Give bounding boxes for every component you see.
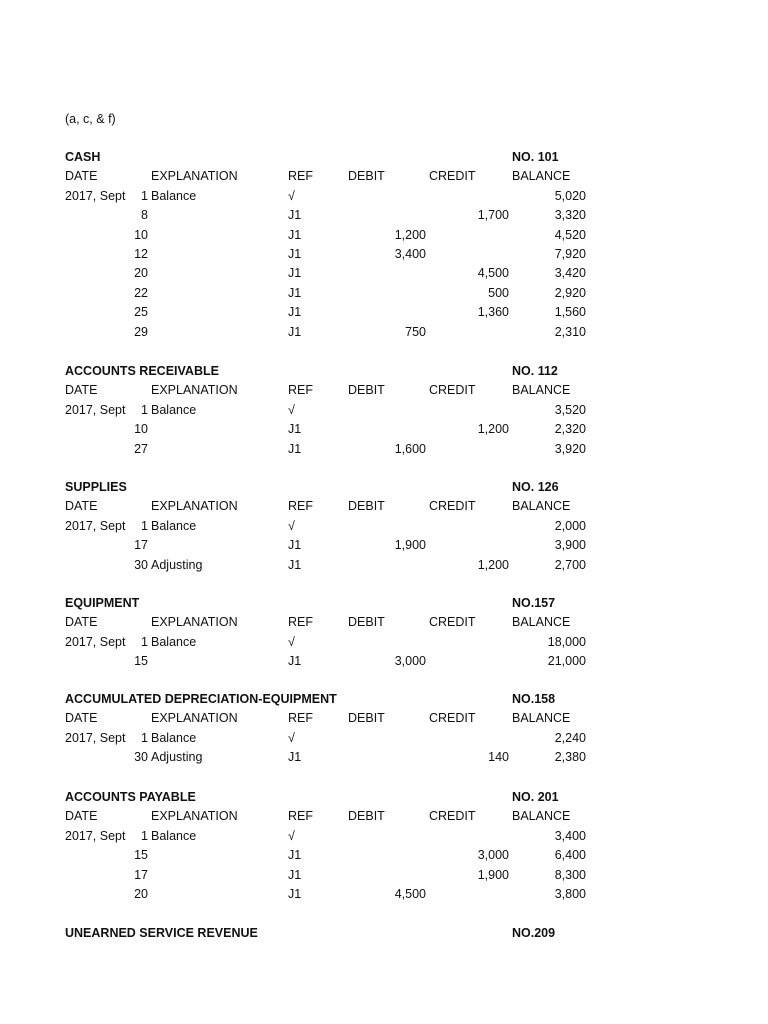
- ledger-row: [0, 517, 768, 536]
- explanation-header: EXPLANATION: [151, 169, 238, 184]
- account-title-row: [0, 924, 768, 943]
- explanation-header: EXPLANATION: [151, 383, 238, 398]
- day-cell: 1: [141, 634, 148, 649]
- day-cell: 10: [134, 422, 148, 437]
- day-cell: 1: [141, 518, 148, 533]
- account-title-row: [0, 362, 768, 381]
- ref-cell: J1: [288, 285, 302, 300]
- date-cell: 2017, Sept: [65, 730, 126, 745]
- ref-cell: J1: [288, 750, 302, 765]
- credit-cell: 1,900: [477, 867, 509, 882]
- balance-cell: 21,000: [547, 654, 586, 669]
- balance-cell: 2,920: [554, 285, 586, 300]
- explanation-header: EXPLANATION: [151, 711, 238, 726]
- explanation-cell: Adjusting: [151, 557, 203, 572]
- date-cell: 2017, Sept: [65, 402, 126, 417]
- account-number: NO.158: [512, 692, 556, 706]
- balance-cell: 2,380: [554, 750, 586, 765]
- credit-header: CREDIT: [429, 711, 476, 726]
- credit-cell: 1,200: [477, 422, 509, 437]
- ledger-row: [0, 827, 768, 846]
- balance-cell: 4,520: [554, 227, 586, 242]
- ledger-account: [0, 924, 768, 943]
- column-header-row: [0, 709, 768, 728]
- account-number: NO. 101: [512, 150, 559, 164]
- ledger-row: [0, 866, 768, 885]
- credit-header: CREDIT: [429, 615, 476, 630]
- ref-header: REF: [288, 169, 313, 184]
- debit-header: DEBIT: [348, 383, 385, 398]
- balance-header: BALANCE: [512, 711, 571, 726]
- debit-header: DEBIT: [348, 615, 385, 630]
- date-header: DATE: [65, 711, 98, 726]
- ref-cell: √: [288, 188, 295, 203]
- ref-header: REF: [288, 615, 313, 630]
- date-header: DATE: [65, 383, 98, 398]
- explanation-header: EXPLANATION: [151, 615, 238, 630]
- explanation-cell: Adjusting: [151, 750, 203, 765]
- ref-cell: √: [288, 402, 295, 417]
- ledger-row: [0, 187, 768, 206]
- credit-header: CREDIT: [429, 809, 476, 824]
- day-cell: 17: [134, 538, 148, 553]
- ledger-account: [0, 148, 768, 342]
- account-number: NO. 201: [512, 790, 559, 804]
- ledger-row: [0, 401, 768, 420]
- explanation-cell: Balance: [151, 402, 197, 417]
- credit-cell: 3,000: [477, 848, 509, 863]
- balance-cell: 6,400: [554, 848, 586, 863]
- day-cell: 30: [134, 750, 148, 765]
- debit-cell: 1,200: [394, 227, 426, 242]
- ledger-row: [0, 536, 768, 555]
- ledger-account: [0, 690, 768, 768]
- ref-cell: J1: [288, 441, 302, 456]
- balance-cell: 3,920: [554, 441, 586, 456]
- credit-cell: 4,500: [477, 266, 509, 281]
- date-cell: 2017, Sept: [65, 518, 126, 533]
- ledger-row: [0, 264, 768, 283]
- ledger-row: [0, 440, 768, 459]
- balance-header: BALANCE: [512, 615, 571, 630]
- account-title-row: [0, 478, 768, 497]
- ref-cell: J1: [288, 654, 302, 669]
- ledger-row: [0, 420, 768, 439]
- account-title-row: [0, 788, 768, 807]
- credit-cell: 1,200: [477, 557, 509, 572]
- account-title: EQUIPMENT: [65, 596, 140, 610]
- day-cell: 1: [141, 402, 148, 417]
- ledger-row: [0, 323, 768, 342]
- account-title: ACCUMULATED DEPRECIATION-EQUIPMENT: [65, 692, 337, 706]
- ref-cell: J1: [288, 886, 302, 901]
- date-cell: 2017, Sept: [65, 828, 126, 843]
- column-header-row: [0, 497, 768, 516]
- ledger-account: [0, 478, 768, 575]
- day-cell: 20: [134, 266, 148, 281]
- balance-header: BALANCE: [512, 169, 571, 184]
- debit-header: DEBIT: [348, 711, 385, 726]
- explanation-cell: Balance: [151, 634, 197, 649]
- day-cell: 15: [134, 654, 148, 669]
- ledger-account: [0, 362, 768, 459]
- ledger-row: [0, 748, 768, 767]
- balance-cell: 2,700: [554, 557, 586, 572]
- day-cell: 20: [134, 886, 148, 901]
- debit-cell: 1,900: [394, 538, 426, 553]
- ref-header: REF: [288, 809, 313, 824]
- account-number: NO.157: [512, 596, 556, 610]
- explanation-header: EXPLANATION: [151, 499, 238, 514]
- ledger-row: [0, 284, 768, 303]
- credit-cell: 140: [488, 750, 509, 765]
- explanation-cell: Balance: [151, 518, 197, 533]
- balance-cell: 2,240: [554, 730, 586, 745]
- explanation-header: EXPLANATION: [151, 809, 238, 824]
- account-title: ACCOUNTS PAYABLE: [65, 790, 196, 804]
- balance-header: BALANCE: [512, 809, 571, 824]
- ref-cell: J1: [288, 538, 302, 553]
- debit-header: DEBIT: [348, 499, 385, 514]
- parts-label: (a, c, & f): [65, 112, 116, 126]
- ref-cell: J1: [288, 848, 302, 863]
- day-cell: 1: [141, 730, 148, 745]
- ledger-account: [0, 594, 768, 672]
- ledger-row: [0, 885, 768, 904]
- ref-cell: J1: [288, 266, 302, 281]
- day-cell: 29: [134, 324, 148, 339]
- account-title: CASH: [65, 150, 101, 164]
- date-cell: 2017, Sept: [65, 634, 126, 649]
- credit-cell: 1,360: [477, 305, 509, 320]
- balance-cell: 3,900: [554, 538, 586, 553]
- account-number: NO. 112: [512, 364, 558, 378]
- ref-cell: √: [288, 634, 295, 649]
- ref-header: REF: [288, 383, 313, 398]
- ref-cell: J1: [288, 305, 302, 320]
- date-header: DATE: [65, 809, 98, 824]
- day-cell: 15: [134, 848, 148, 863]
- credit-cell: 500: [488, 285, 509, 300]
- date-header: DATE: [65, 499, 98, 514]
- account-title: SUPPLIES: [65, 480, 127, 494]
- account-title-row: [0, 690, 768, 709]
- ref-cell: J1: [288, 867, 302, 882]
- explanation-cell: Balance: [151, 188, 197, 203]
- credit-header: CREDIT: [429, 169, 476, 184]
- debit-cell: 750: [405, 324, 426, 339]
- day-cell: 22: [134, 285, 148, 300]
- debit-header: DEBIT: [348, 169, 385, 184]
- ledger-account: [0, 788, 768, 904]
- ledger-row: [0, 245, 768, 264]
- credit-cell: 1,700: [477, 208, 509, 223]
- debit-header: DEBIT: [348, 809, 385, 824]
- debit-cell: 4,500: [394, 886, 426, 901]
- account-title: UNEARNED SERVICE REVENUE: [65, 926, 258, 940]
- day-cell: 25: [134, 305, 148, 320]
- ledger-row: [0, 729, 768, 748]
- ref-cell: √: [288, 518, 295, 533]
- day-cell: 17: [134, 867, 148, 882]
- column-header-row: [0, 613, 768, 632]
- day-cell: 27: [134, 441, 148, 456]
- credit-header: CREDIT: [429, 499, 476, 514]
- balance-cell: 2,320: [554, 422, 586, 437]
- debit-cell: 1,600: [394, 441, 426, 456]
- account-number: NO.209: [512, 926, 556, 940]
- balance-cell: 7,920: [554, 246, 586, 261]
- balance-cell: 8,300: [554, 867, 586, 882]
- date-cell: 2017, Sept: [65, 188, 126, 203]
- ref-cell: J1: [288, 557, 302, 572]
- ledger-row: [0, 226, 768, 245]
- date-header: DATE: [65, 615, 98, 630]
- ref-cell: J1: [288, 208, 302, 223]
- account-title-row: [0, 594, 768, 613]
- ref-cell: J1: [288, 246, 302, 261]
- ref-cell: √: [288, 828, 295, 843]
- ledger-row: [0, 846, 768, 865]
- balance-cell: 3,320: [554, 208, 586, 223]
- day-cell: 30: [134, 557, 148, 572]
- ledger-row: [0, 206, 768, 225]
- balance-cell: 2,000: [554, 518, 586, 533]
- balance-cell: 3,420: [554, 266, 586, 281]
- ref-cell: J1: [288, 227, 302, 242]
- column-header-row: [0, 167, 768, 186]
- balance-cell: 3,800: [554, 886, 586, 901]
- balance-cell: 3,400: [554, 828, 586, 843]
- balance-cell: 18,000: [547, 634, 586, 649]
- explanation-cell: Balance: [151, 730, 197, 745]
- credit-header: CREDIT: [429, 383, 476, 398]
- account-title-row: [0, 148, 768, 167]
- date-header: DATE: [65, 169, 98, 184]
- account-title: ACCOUNTS RECEIVABLE: [65, 364, 219, 378]
- account-number: NO. 126: [512, 480, 559, 494]
- ref-cell: J1: [288, 324, 302, 339]
- balance-header: BALANCE: [512, 499, 571, 514]
- debit-cell: 3,400: [394, 246, 426, 261]
- ledger-row: [0, 303, 768, 322]
- balance-cell: 5,020: [554, 188, 586, 203]
- day-cell: 10: [134, 227, 148, 242]
- ledger-row: [0, 633, 768, 652]
- ref-header: REF: [288, 711, 313, 726]
- ledger-row: [0, 652, 768, 671]
- explanation-cell: Balance: [151, 828, 197, 843]
- column-header-row: [0, 807, 768, 826]
- ledger-row: [0, 556, 768, 575]
- column-header-row: [0, 381, 768, 400]
- ref-cell: J1: [288, 422, 302, 437]
- balance-cell: 3,520: [554, 402, 586, 417]
- ref-header: REF: [288, 499, 313, 514]
- day-cell: 8: [141, 208, 148, 223]
- day-cell: 1: [141, 828, 148, 843]
- ref-cell: √: [288, 730, 295, 745]
- balance-header: BALANCE: [512, 383, 571, 398]
- day-cell: 1: [141, 188, 148, 203]
- balance-cell: 2,310: [554, 324, 586, 339]
- debit-cell: 3,000: [394, 654, 426, 669]
- balance-cell: 1,560: [554, 305, 586, 320]
- day-cell: 12: [134, 246, 148, 261]
